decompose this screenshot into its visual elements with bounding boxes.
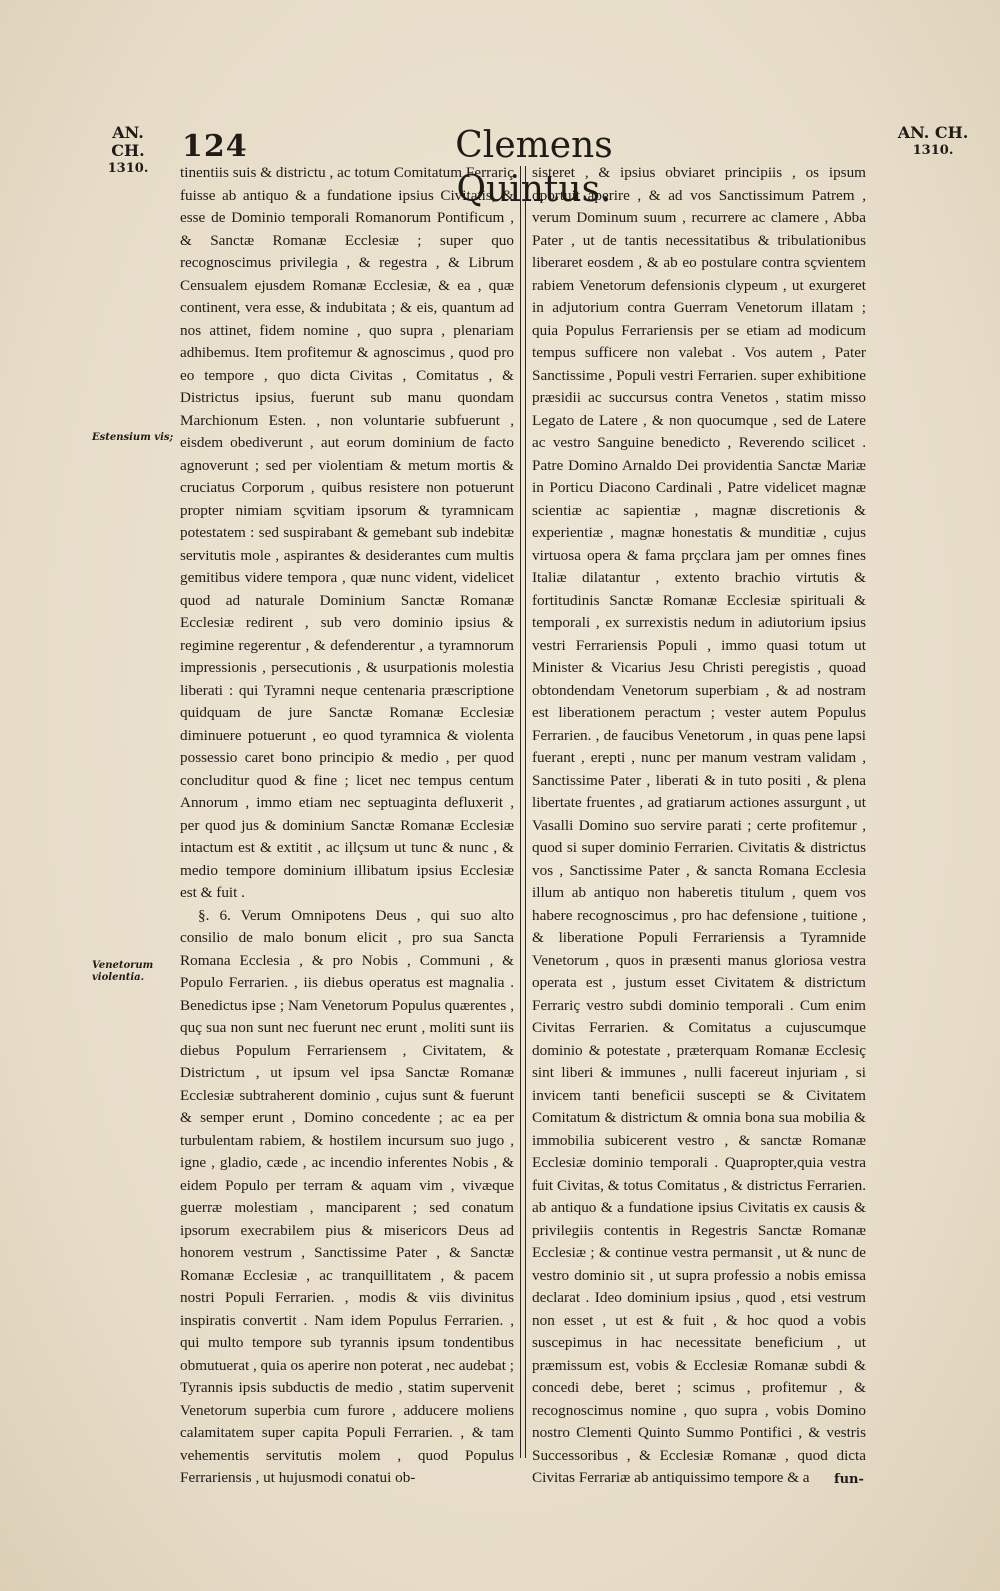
paragraph: tinentiis suis & districtu , ac totum Comitatum Ferrariç fuisse ab antiquo & a fundatione ipsius Civitatis, & esse de Dominio temporali Romanorum Pontificum , & Sanctæ Romanæ Ecclesiæ ; super quo recognoscimus privilegia , & regestra , & Librum Censualem ejusdem Romanæ Ecclesiæ, & ea , quæ continent, vera esse, & indubitata ; & eis, quantum ad nos attinet, fidem nomine , quo supra , plenariam adhibemus. Item profitemur & agnoscimus , quod pro eo tempore , quo dicta Civitas , Comitatus , & Districtus ipsius, fuerunt sub manu quondam Marchionum Esten. , non voluntarie subfuerunt , eisdem obediverunt , aut eorum dominium de facto agnoverunt ; sed per violentiam & metum mortis & cruciatus Corporum , quibus resistere non potuerunt propter nimiam sçvitiam ipsorum & tyramnicam potestatem : sed suspirabant & gemebant sub indebitæ servitutis mole , aspirantes & desiderantes cum multis gemitibus videre tempora , quæ nunc vident, videlicet quod ad naturale Dominium Sanctæ Romanæ Ecclesiæ redirent , sub vero dominio ipsius & regimine regerentur , & defenderentur , a tyramnorum impressionis , persecutionis , & usurpationis molestia liberati : qui Tyramni neque centenaria præscriptione quidquam de jure Sanctæ Romanæ Ecclesiæ diminuere potuerunt , eo quod tyramnica & violenta possessio caret bono principio & medio , per quod concluditur quod & fine ; licet nec tempus centum Annorum , immo etiam nec septuaginta defluxerit , per quod jus & dominium Sanctæ Romanæ Ecclesiæ intactum est & extitit , ac illçsum ut tunc & nunc , & medio tempore dominium illibatum ipsius Ecclesiæ est & fuit . (180, 164, 514, 901)
column-divider (520, 166, 526, 1458)
year-label: AN. CH. (897, 123, 969, 142)
year-marker-left (96, 124, 160, 178)
margin-note-venetorum: Venetorum violentia. (92, 960, 154, 983)
year-value: 1310. (107, 161, 149, 176)
year-label: AN. CH. (111, 123, 145, 160)
year-marker-right (888, 124, 978, 160)
margin-note-estensium: Estensium vis; (92, 432, 174, 443)
paragraph-section-6: §. 6. Verum Omnipotens Deus , qui suo alto consilio de malo bonum elicit , pro sua Sancta Romana Ecclesia , & pro Nobis , Communi , & Populo Ferrarien. , iis diebus operatus est magnalia . Benedictus ipse ; Nam Venetorum Populus quærentes , quç sua non sunt nec fuerunt nec erunt , moliti sunt iis diebus Populum Ferrariensem , Civitatem, & Districtum , ut ipsum vel ipsa Sanctæ Romanæ Ecclesiæ subtraherent dominio , cujus sunt & fuerunt & semper erunt , Domino concedente ; ac ea per turbulentam rabiem, & hostilem incursum suo jugo , igne , gladio, cæde , ac incendio inferentes Nobis , & eidem Populo per terram & aquam vim , vivæque guerræ molestiam , manciparent ; sed conatum ipsorum execrabilem pius & misericors Deus ad honorem vestrum , Sanctissime Pater , & Sanctæ Romanæ Ecclesiæ , ac tranquillitatem , & pacem nostri Populi Ferrarien. , modis & viis divinitus inspiratis convertit . Nam idem Populus Ferrarien. , qui multo tempore sub tyrannis ipsum tondentibus obmutuerat , quia os aperire non poterat , nec audebat ; Tyrannis ipsis subductis de medio , statim supervenit Venetorum superbia cum furore , adducere moliens calamitatem super capita Populi Ferrarien. , & tam vehementis servitutis molem , quod Populus Ferrariensis , ut hujusmodi conatui ob- (180, 906, 514, 1486)
paragraph: sisteret , & ipsius obviaret principiis , os ipsum oportuit aperire , & ad vos Sanctissimum Patrem , verum Dominum suum , recurrere ac clamere , Abba Pater , ut de tantis necessitatibus & tribulationibus liberaret eosdem , & ab eo postulare contra sçvientem rabiem Venetorum defensionis clypeum , ut exurgeret in adjutorium contra Guerram Venetorum illatam ; quia Populus Ferrariensis per se etiam ad modicum tempus sufficere non valebat . Vos autem , Pater Sanctissime , Populi vestri Ferrarien. super exhibitione præsidii ac succursus contra Venetos , statim misso Legato de Latere , & non quocumque , sed de Latere ac vestro Sanguine benedicto , Reverendo scilicet . Patre Domino Arnaldo Dei providentia Sanctæ Mariæ in Porticu Diacono Cardinali , Patre videlicet magnæ scientiæ ac sapientiæ , magnæ discretionis & experientiæ , magnæ honestatis & munditiæ , cujus virtuosa opera & fama prçclara jam per omnes fines Italiæ dilatantur , extento brachio virtutis & fortitudinis Sanctæ Romanæ Ecclesiæ spirituali & temporali , ex surrexistis nedum in adiutorium ipsius vestri Ferrariensis Populi , immo quasi totum ut Minister & Vicarius Jesu Christi peregistis , quoad obtondendam Venetorum superbiam , & ad nostram est liberationem peractum ; vester autem Populus Ferrarien. , de faucibus Venetorum , in quas pene lapsi fuerant , erepti , nunc per manum vestram validam , Sanctissime Pater , liberati & in tuto positi , & plena libertate fruentes , ad gratiarum actiones assurgunt , ut Vasalli Domino suo servire parati ; certe profitemur , quod si super dominio Ferrarien. Civitatis & districtus vos , Sanctissime Pater , & sancta Romana Ecclesia illum ab antiquo non haberetis titulum , quem vos habere recognoscimus , pro hac defensione , tuitione , & liberatione Populi Ferrariensis a Tyramnide Venetorum , quos in præsenti manus gloriosa vestra operata est , justum esset Civitatem & districtum Ferrariç vestro subdi dominio temporali . Cum enim Civitas Ferrarien. & Comitatus a cujuscumque dominio & potestate , præterquam Romanæ Ecclesiç sint liberi & immunes , nulli facereut injuriam , si invicem tanti beneficii suscepti se & Civitatem Comitatum & districtum & omnia bona sua mobilia & immobilia subicerent vestro , & sanctæ Romanæ Ecclesiæ dominio temporali . Quapropter,quia vestra fuit Civitas, & totus Comitatus , & districtus Ferrarien. ab antiquo & a fundatione ipsius Civitatis ex causis & privilegiis contentis in Regestris Sanctæ Romanæ Ecclesiæ ; & continue vestra permansit , ut & nunc de vestro dominio sit , ut supra professio a nobis emissa declarat . Ideo dominium ipsius , quod , etsi vestrum non esset , ut est & fuit , & hoc quod a vobis suscepimus in hac necessitate beneficium , ut præmissum est, vobis & Ecclesiæ Romanæ subdi & concedi debe, beret ; scimus , profitemur , & recognoscimus nomine , quo supra , vobis Domino nostro Clementi Quinto Summo Pontifici , & vestris Successoribus , & Ecclesiæ Romanæ , quod dicta Civitas Ferrariæ ab antiquissimo tempore & a (532, 164, 866, 1486)
year-value: 1310. (912, 143, 954, 158)
text-column-right (532, 162, 866, 1486)
text-column-left (180, 162, 514, 1486)
page-number: 124 (182, 129, 248, 164)
running-title: Clemens Quintus. (455, 125, 613, 210)
catchword: fun- (834, 1472, 864, 1487)
